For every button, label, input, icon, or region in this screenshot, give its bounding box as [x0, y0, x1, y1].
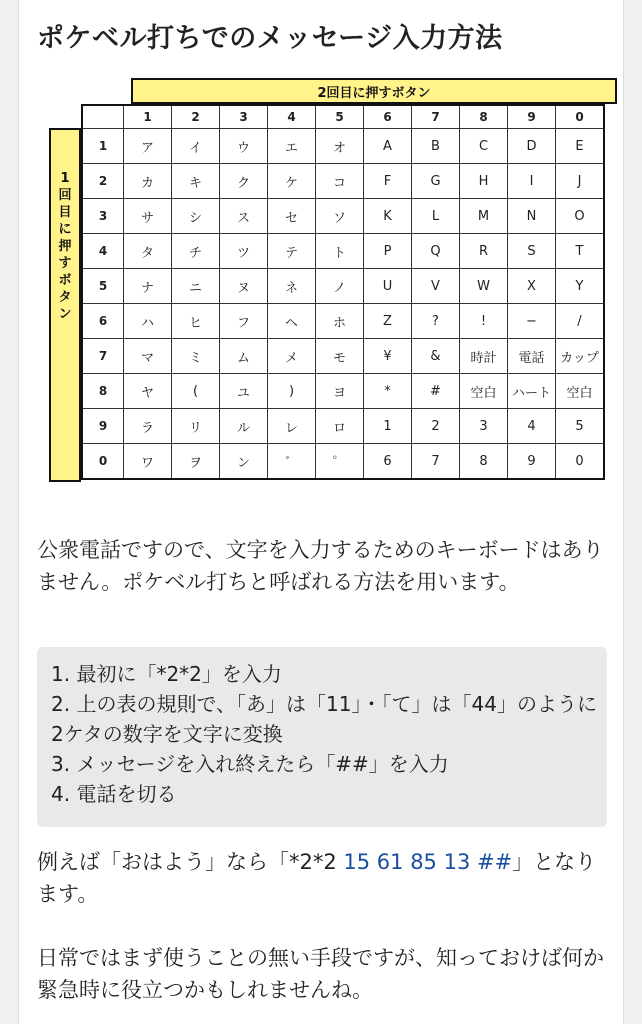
- table-cell: ア: [124, 129, 172, 164]
- table-cell: ヤ: [124, 374, 172, 409]
- table-cell: D: [508, 129, 556, 164]
- table-cell: ヌ: [220, 269, 268, 304]
- table-cell: リ: [172, 409, 220, 444]
- column-header: 3: [220, 105, 268, 129]
- side-header-label: 1 回 目 に 押 す ボ タ ン: [58, 171, 72, 322]
- table-cell: 空白: [556, 374, 605, 409]
- table-cell: モ: [316, 339, 364, 374]
- table-cell: ?: [412, 304, 460, 339]
- row-header: 5: [82, 269, 124, 304]
- table-cell: イ: [172, 129, 220, 164]
- table-cell: ウ: [220, 129, 268, 164]
- row-header: 1: [82, 129, 124, 164]
- table-cell: ホ: [316, 304, 364, 339]
- table-cell: 3: [460, 409, 508, 444]
- column-header: 1: [124, 105, 172, 129]
- table-cell: ム: [220, 339, 268, 374]
- table-cell: 2: [412, 409, 460, 444]
- table-cell: W: [460, 269, 508, 304]
- closing-paragraph: 日常ではまず使うことの無い手段ですが、知っておけば何か緊急時に役立つかもしれませんね。: [37, 946, 604, 1002]
- table-cell: *: [364, 374, 412, 409]
- table-cell: タ: [124, 234, 172, 269]
- example-suffix: 」となります。: [37, 850, 597, 906]
- step-item: 4. 電話を切る: [51, 782, 177, 806]
- top-header-label: 2回目に押すボタン: [317, 86, 431, 101]
- table-row: [82, 234, 604, 269]
- column-header: 6: [364, 105, 412, 129]
- table-cell: ¥: [364, 339, 412, 374]
- code-grid: [81, 104, 605, 480]
- table-cell: ゜: [316, 444, 364, 480]
- table-cell: Q: [412, 234, 460, 269]
- column-header: 9: [508, 105, 556, 129]
- table-cell: B: [412, 129, 460, 164]
- example-paragraph: [37, 846, 607, 910]
- table-row: [82, 374, 604, 409]
- table-cell: C: [460, 129, 508, 164]
- table-cell: 4: [508, 409, 556, 444]
- table-cell: #: [412, 374, 460, 409]
- page-title: ポケベル打ちでのメッセージ入力方法: [37, 23, 503, 54]
- table-cell: 7: [412, 444, 460, 480]
- table-cell: ケ: [268, 164, 316, 199]
- table-cell: ツ: [220, 234, 268, 269]
- table-cell: マ: [124, 339, 172, 374]
- table-cell: 5: [556, 409, 605, 444]
- table-cell: T: [556, 234, 605, 269]
- table-cell: キ: [172, 164, 220, 199]
- table-cell: レ: [268, 409, 316, 444]
- table-cell: テ: [268, 234, 316, 269]
- row-header: 3: [82, 199, 124, 234]
- table-row: [82, 164, 604, 199]
- table-cell: シ: [172, 199, 220, 234]
- table-cell: ソ: [316, 199, 364, 234]
- table-top-header: [131, 78, 617, 104]
- table-cell: ヒ: [172, 304, 220, 339]
- table-cell: A: [364, 129, 412, 164]
- pager-code-table: [49, 78, 617, 482]
- table-cell: N: [508, 199, 556, 234]
- table-cell: ル: [220, 409, 268, 444]
- table-cell: (: [172, 374, 220, 409]
- table-cell: ハ: [124, 304, 172, 339]
- table-cell: P: [364, 234, 412, 269]
- table-cell: ラ: [124, 409, 172, 444]
- table-cell: 空白: [460, 374, 508, 409]
- step-item: 3. メッセージを入れ終えたら「##」を入力: [51, 752, 449, 776]
- row-header: 7: [82, 339, 124, 374]
- table-row: [82, 199, 604, 234]
- table-cell: 時計: [460, 339, 508, 374]
- table-cell: カップ: [556, 339, 605, 374]
- table-cell: J: [556, 164, 605, 199]
- table-cell: チ: [172, 234, 220, 269]
- table-cell: ハート: [508, 374, 556, 409]
- column-header: 0: [556, 105, 605, 129]
- step-item: 2. 上の表の規則で、「あ」は「11」・「て」は「44」のように2ケタの数字を文字に変換: [51, 692, 597, 746]
- table-cell: S: [508, 234, 556, 269]
- table-cell: E: [556, 129, 605, 164]
- table-cell: ユ: [220, 374, 268, 409]
- table-row: [82, 409, 604, 444]
- table-cell: ト: [316, 234, 364, 269]
- table-cell: カ: [124, 164, 172, 199]
- column-header: 5: [316, 105, 364, 129]
- article-page: [18, 0, 624, 1024]
- example-code: 15 61 85 13 ##: [343, 850, 513, 874]
- example-prefix: 例えば「おはよう」なら「*2*2: [37, 850, 344, 874]
- table-cell: 9: [508, 444, 556, 480]
- table-row: [82, 339, 604, 374]
- table-cell: 8: [460, 444, 508, 480]
- table-cell: 0: [556, 444, 605, 480]
- table-cell: コ: [316, 164, 364, 199]
- table-cell: V: [412, 269, 460, 304]
- column-header: 8: [460, 105, 508, 129]
- table-cell: K: [364, 199, 412, 234]
- table-cell: /: [556, 304, 605, 339]
- table-cell: オ: [316, 129, 364, 164]
- row-header: 8: [82, 374, 124, 409]
- table-cell: セ: [268, 199, 316, 234]
- table-row: [82, 304, 604, 339]
- table-cell: メ: [268, 339, 316, 374]
- table-cell: フ: [220, 304, 268, 339]
- table-cell: ク: [220, 164, 268, 199]
- table-cell: M: [460, 199, 508, 234]
- steps-list: [37, 647, 607, 809]
- table-cell: F: [364, 164, 412, 199]
- steps-box: [37, 647, 607, 827]
- table-cell: &: [412, 339, 460, 374]
- corner-blank: [82, 105, 124, 129]
- column-header: 4: [268, 105, 316, 129]
- table-cell: ヨ: [316, 374, 364, 409]
- table-cell: ワ: [124, 444, 172, 480]
- table-cell: ニ: [172, 269, 220, 304]
- table-cell: R: [460, 234, 508, 269]
- table-cell: ス: [220, 199, 268, 234]
- table-cell: O: [556, 199, 605, 234]
- table-cell: 6: [364, 444, 412, 480]
- table-cell: ネ: [268, 269, 316, 304]
- column-header: 2: [172, 105, 220, 129]
- table-cell: ナ: [124, 269, 172, 304]
- table-cell: 電話: [508, 339, 556, 374]
- table-cell: X: [508, 269, 556, 304]
- table-cell: ミ: [172, 339, 220, 374]
- table-cell: I: [508, 164, 556, 199]
- table-cell: ノ: [316, 269, 364, 304]
- table-row: [82, 269, 604, 304]
- row-header: 0: [82, 444, 124, 480]
- step-item: 1. 最初に「*2*2」を入力: [51, 662, 282, 686]
- row-header: 2: [82, 164, 124, 199]
- table-cell: !: [460, 304, 508, 339]
- table-cell: L: [412, 199, 460, 234]
- row-header: 6: [82, 304, 124, 339]
- table-cell: ): [268, 374, 316, 409]
- table-cell: ン: [220, 444, 268, 480]
- table-cell: G: [412, 164, 460, 199]
- table-cell: 1: [364, 409, 412, 444]
- row-header: 4: [82, 234, 124, 269]
- table-cell: Z: [364, 304, 412, 339]
- table-cell: ゛: [268, 444, 316, 480]
- table-row: [82, 444, 604, 480]
- table-cell: ヘ: [268, 304, 316, 339]
- table-cell: −: [508, 304, 556, 339]
- table-cell: ロ: [316, 409, 364, 444]
- table-side-header: [49, 128, 81, 482]
- table-cell: U: [364, 269, 412, 304]
- table-cell: H: [460, 164, 508, 199]
- row-header: 9: [82, 409, 124, 444]
- intro-paragraph: 公衆電話ですので、文字を入力するためのキーボードはありません。ポケベル打ちと呼ばれる方法を用います。: [37, 538, 604, 594]
- table-cell: エ: [268, 129, 316, 164]
- table-row: [82, 129, 604, 164]
- column-header: 7: [412, 105, 460, 129]
- table-cell: サ: [124, 199, 172, 234]
- table-cell: Y: [556, 269, 605, 304]
- table-cell: ヲ: [172, 444, 220, 480]
